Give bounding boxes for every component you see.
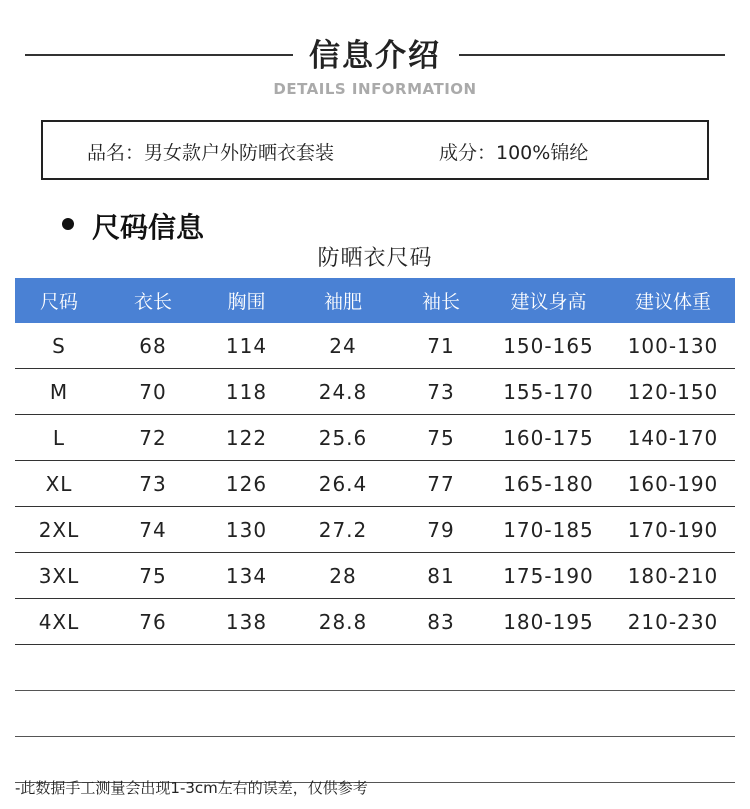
column-header: 袖肥 — [290, 278, 396, 323]
table-cell: 74 — [103, 507, 203, 553]
table-cell: 120-150 — [611, 369, 735, 415]
table-cell: 26.4 — [290, 461, 396, 507]
table-cell: 165-180 — [486, 461, 611, 507]
page-subtitle: DETAILS INFORMATION — [273, 80, 477, 98]
table-row — [15, 507, 735, 553]
table-cell: 160-175 — [486, 415, 611, 461]
title-rule-right — [459, 54, 725, 56]
table-cell: 75 — [103, 553, 203, 599]
table-cell: 28 — [290, 553, 396, 599]
table-cell: 75 — [396, 415, 486, 461]
table-cell: 100-130 — [611, 323, 735, 369]
table-cell: 79 — [396, 507, 486, 553]
table-cell: 180-195 — [486, 599, 611, 645]
table-cell: 150-165 — [486, 323, 611, 369]
table-cell: S — [15, 323, 103, 369]
table-cell: 68 — [103, 323, 203, 369]
table-cell: 130 — [203, 507, 290, 553]
table-row — [15, 553, 735, 599]
column-header: 建议身高 — [486, 278, 611, 323]
section-title: 尺码信息 — [92, 211, 205, 244]
table-row — [15, 599, 735, 645]
table-cell: 134 — [203, 553, 290, 599]
table-cell: XL — [15, 461, 103, 507]
size-table-header — [15, 278, 735, 323]
table-cell: 155-170 — [486, 369, 611, 415]
size-table — [15, 278, 735, 783]
table-cell: 27.2 — [290, 507, 396, 553]
column-header: 袖长 — [396, 278, 486, 323]
table-cell: 170-185 — [486, 507, 611, 553]
column-header: 建议体重 — [611, 278, 735, 323]
measurement-note: -此数据手工测量会出现1-3cm左右的误差，仅供参考 — [15, 779, 368, 797]
table-row — [15, 415, 735, 461]
table-cell: 2XL — [15, 507, 103, 553]
product-material: 成分：100%锦纶 — [439, 142, 589, 164]
table-cell: 170-190 — [611, 507, 735, 553]
column-header: 胸围 — [203, 278, 290, 323]
table-cell: 122 — [203, 415, 290, 461]
table-cell: 118 — [203, 369, 290, 415]
table-cell: 72 — [103, 415, 203, 461]
table-cell: 83 — [396, 599, 486, 645]
table-cell: 24.8 — [290, 369, 396, 415]
table-cell: 160-190 — [611, 461, 735, 507]
table-cell: 28.8 — [290, 599, 396, 645]
table-cell: 114 — [203, 323, 290, 369]
table-cell: 180-210 — [611, 553, 735, 599]
table-cell: 4XL — [15, 599, 103, 645]
empty-table-row — [15, 691, 735, 737]
empty-table-row — [15, 645, 735, 691]
column-header: 尺码 — [15, 278, 103, 323]
table-row — [15, 369, 735, 415]
table-cell: 76 — [103, 599, 203, 645]
table-row — [15, 461, 735, 507]
table-cell: 3XL — [15, 553, 103, 599]
table-cell: 70 — [103, 369, 203, 415]
table-cell: 77 — [396, 461, 486, 507]
table-cell: 73 — [103, 461, 203, 507]
table-cell: 210-230 — [611, 599, 735, 645]
table-cell: M — [15, 369, 103, 415]
table-row — [15, 323, 735, 369]
page-title: 信息介绍 — [309, 38, 441, 74]
table-cell: 24 — [290, 323, 396, 369]
bullet-dot-icon — [62, 218, 74, 230]
table-cell: 140-170 — [611, 415, 735, 461]
product-name: 品名：男女款户外防晒衣套装 — [87, 142, 335, 164]
size-table-caption: 防晒衣尺码 — [317, 246, 433, 271]
table-cell: 73 — [396, 369, 486, 415]
table-cell: 126 — [203, 461, 290, 507]
product-info-box — [41, 120, 709, 180]
table-cell: L — [15, 415, 103, 461]
table-cell: 71 — [396, 323, 486, 369]
empty-table-row — [15, 737, 735, 783]
table-cell: 138 — [203, 599, 290, 645]
table-cell: 175-190 — [486, 553, 611, 599]
table-cell: 81 — [396, 553, 486, 599]
table-cell: 25.6 — [290, 415, 396, 461]
column-header: 衣长 — [103, 278, 203, 323]
